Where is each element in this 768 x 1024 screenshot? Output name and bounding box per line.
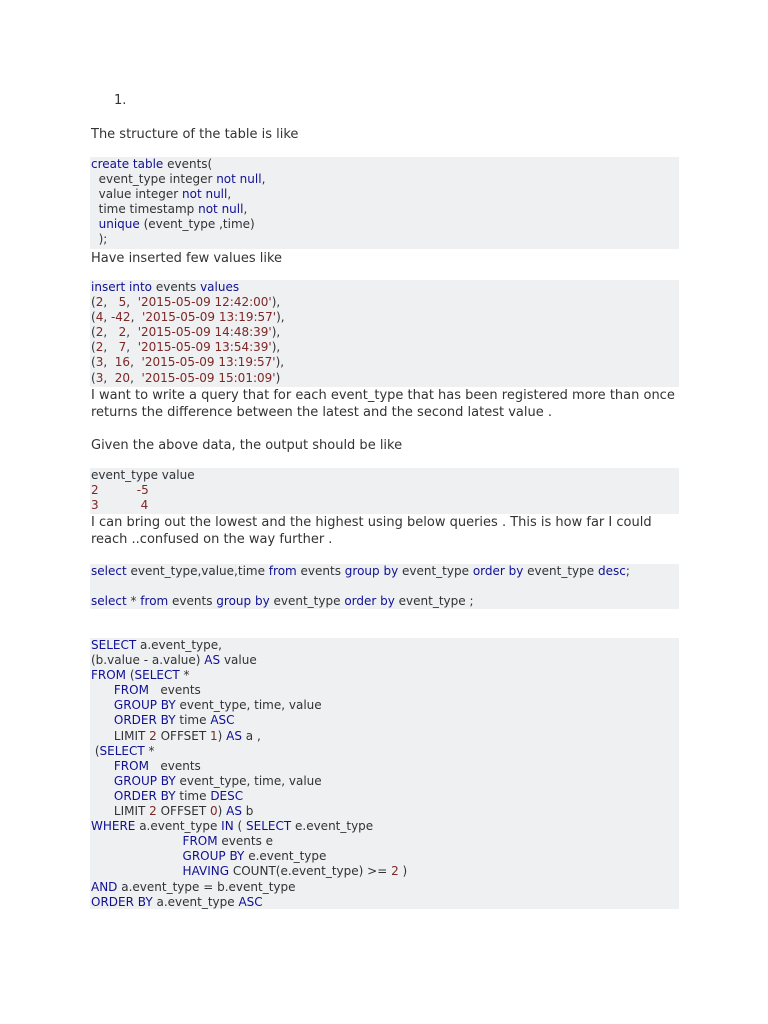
code-token: ( [91, 340, 96, 355]
code-token: events [152, 280, 201, 294]
code-token: '2015-05-09 13:19:57' [141, 355, 276, 370]
attempt-query-code-block [90, 638, 679, 909]
code-token: , [126, 325, 138, 340]
want-paragraph: I want to write a query that for each event_type that has been registered more than once returns the difference between the latest and the second latest value . [91, 388, 675, 420]
expected-output-code-block [90, 468, 679, 514]
code-line [91, 310, 679, 325]
code-line [91, 849, 679, 864]
code-token: event_type [398, 564, 473, 578]
code-token: ORDER BY [113, 713, 176, 728]
code-token: events [296, 564, 345, 578]
code-token: 16 [114, 355, 131, 370]
code-line [91, 759, 679, 774]
code-token: not null [182, 187, 228, 202]
code-token [91, 759, 114, 773]
code-token: time [175, 713, 211, 728]
code-line [91, 880, 679, 895]
code-token [91, 774, 114, 788]
code-token [99, 498, 141, 512]
code-token: from [140, 594, 169, 609]
code-token: , [227, 187, 232, 202]
intro-paragraph: The structure of the table is like [91, 127, 299, 142]
code-token: , [243, 202, 248, 217]
code-token: ORDER BY [91, 894, 153, 909]
code-token: group by [344, 564, 399, 578]
code-token: event_type, time, value [175, 698, 322, 713]
given-paragraph: Given the above data, the output should be like [91, 438, 403, 453]
code-line [91, 483, 679, 498]
code-token: event_type, time, value [175, 773, 322, 788]
code-token: OFFSET [156, 728, 210, 743]
code-token: IN [221, 819, 234, 834]
code-line [91, 895, 679, 910]
code-line [91, 498, 679, 513]
code-token [99, 483, 137, 497]
code-token: insert into [91, 280, 153, 294]
code-token: ( [91, 310, 96, 325]
code-token: , [103, 295, 119, 310]
code-token: ) [275, 370, 281, 385]
code-token: ), [271, 340, 281, 355]
code-token: -5 [136, 483, 149, 498]
code-token: 3 [91, 498, 99, 513]
code-token: , [103, 325, 119, 340]
code-token: 3 [95, 370, 104, 385]
code-token: '2015-05-09 15:01:09' [141, 370, 276, 385]
code-token: time [175, 788, 211, 803]
code-line [91, 789, 679, 804]
code-token [91, 579, 95, 593]
code-token: , [103, 340, 119, 355]
code-token: ASC [210, 713, 235, 728]
code-token [91, 849, 183, 863]
code-token: , [130, 310, 143, 325]
code-token: select [91, 564, 127, 578]
code-token: ) [398, 864, 408, 879]
code-line [91, 819, 679, 834]
code-token: 2 [149, 728, 157, 743]
code-token: GROUP BY [113, 773, 176, 788]
code-line [91, 698, 679, 713]
code-token: ) [217, 728, 227, 743]
code-token: event_type [269, 594, 345, 609]
code-token: 3 [95, 355, 104, 370]
code-token: , [103, 355, 115, 370]
code-token: not null [216, 172, 262, 187]
code-token: order by [472, 564, 524, 578]
code-token: ( [91, 743, 100, 758]
code-token: SELECT [134, 668, 180, 683]
code-token: 2 [95, 295, 104, 310]
code-token: ( [91, 325, 96, 340]
code-token: a.event_type [135, 819, 222, 834]
code-line [91, 653, 679, 668]
code-token: COUNT(e.event_type) >= [229, 864, 392, 879]
code-token: a , [241, 728, 261, 743]
code-line [91, 295, 679, 310]
code-token: (event_type ,time) [139, 217, 255, 232]
code-token: ; [625, 564, 630, 578]
code-token [91, 698, 114, 712]
code-line [91, 468, 679, 483]
code-token: b [241, 804, 254, 819]
code-token: WHERE [91, 819, 136, 834]
code-token [91, 683, 114, 697]
code-line [91, 325, 679, 340]
code-token: , [126, 340, 138, 355]
code-token: value integer [91, 187, 182, 202]
code-token: ( [91, 370, 96, 385]
code-token: '2015-05-09 12:42:00' [137, 295, 272, 310]
code-token: * [144, 743, 155, 758]
code-token: e.event_type [244, 849, 327, 864]
code-token: '2015-05-09 14:48:39' [137, 325, 272, 340]
code-token: , [103, 370, 115, 385]
list-number: 1. [114, 93, 127, 108]
code-token: 2 [95, 325, 104, 340]
code-token: 2 [91, 483, 99, 498]
code-token: ( [91, 355, 96, 370]
code-line [91, 744, 679, 759]
code-token: GROUP BY [113, 698, 176, 713]
code-line [91, 187, 679, 202]
code-token: event_type value [91, 468, 195, 482]
code-token: SELECT [91, 638, 137, 652]
code-token: DESC [210, 788, 244, 803]
code-token: a.event_type, [136, 638, 222, 652]
code-token: 2 [118, 325, 127, 340]
code-token: 2 [149, 804, 157, 819]
code-token: order by [344, 594, 395, 609]
code-token: ORDER BY [113, 788, 176, 803]
code-token: '2015-05-09 13:54:39' [137, 340, 272, 355]
code-token: -42 [110, 310, 131, 325]
code-line [91, 594, 679, 609]
code-token: 20 [114, 370, 131, 385]
code-token: FROM [113, 758, 149, 773]
code-token: AS [204, 653, 221, 668]
code-token [91, 217, 99, 231]
code-line [91, 355, 679, 370]
code-token [91, 789, 114, 803]
code-line [91, 804, 679, 819]
code-token: ( [91, 295, 96, 310]
code-token: ); [91, 232, 108, 247]
code-line [91, 172, 679, 187]
code-token: time timestamp [91, 202, 199, 217]
code-token: 7 [118, 340, 127, 355]
code-token: 2 [391, 864, 399, 879]
code-line [91, 713, 679, 728]
code-token: 4 [95, 310, 104, 325]
code-line [91, 638, 679, 653]
code-token: 5 [118, 295, 127, 310]
code-line [91, 202, 679, 217]
code-token: , [103, 310, 111, 325]
code-token: ), [271, 325, 281, 340]
code-line [91, 683, 679, 698]
code-token: events [168, 594, 217, 609]
bring-paragraph: I can bring out the lowest and the highest using below queries . This is how far I could reach ..confused on the way further . [91, 515, 652, 547]
code-line [91, 564, 679, 579]
code-line [91, 371, 679, 386]
code-token: desc [597, 564, 626, 578]
code-token: SELECT [99, 743, 145, 758]
code-token: a.event_type [152, 894, 239, 909]
code-token: AND [91, 879, 118, 894]
code-token: group by [216, 594, 270, 609]
code-token: events [148, 758, 201, 773]
code-token: , [130, 355, 142, 370]
code-token: LIMIT [91, 728, 150, 743]
code-token [91, 834, 183, 848]
code-token: ( [126, 668, 135, 683]
code-token [91, 713, 114, 727]
code-token: ), [275, 355, 285, 370]
code-token: events e [217, 834, 274, 849]
code-token: OFFSET [156, 804, 210, 819]
code-token: 0 [210, 804, 218, 819]
code-token: events [148, 683, 201, 698]
code-token: 4 [140, 498, 149, 513]
code-token: events( [163, 157, 213, 171]
code-token: select [91, 594, 127, 609]
code-token: FROM [182, 834, 218, 849]
code-token: SELECT [246, 819, 292, 834]
code-token: ), [276, 310, 285, 325]
code-token: ASC [238, 894, 263, 909]
code-token: unique [98, 217, 140, 232]
code-token: AS [226, 728, 242, 743]
code-token: not null [198, 202, 244, 217]
code-token: * [126, 594, 141, 609]
code-token: * [179, 668, 190, 683]
code-token: AS [226, 804, 242, 819]
create-table-code-block [90, 157, 679, 249]
code-token: a.event_type = b.event_type [117, 879, 296, 894]
code-token: create table [91, 157, 164, 171]
code-token: '2015-05-09 13:19:57' [142, 310, 277, 325]
insert-values-code-block [90, 280, 679, 387]
code-token: , [126, 295, 138, 310]
code-token [91, 864, 183, 878]
code-line [91, 232, 679, 247]
code-line [91, 280, 679, 295]
code-token: (b.value - a.value) [91, 653, 205, 668]
code-token: from [268, 564, 297, 578]
inserted-paragraph: Have inserted few values like [91, 251, 283, 266]
code-line [91, 864, 679, 879]
code-token: values [200, 280, 240, 294]
code-token: LIMIT [91, 804, 150, 819]
code-token: , [261, 172, 266, 187]
code-token: ) [217, 804, 227, 819]
code-token: event_type integer [91, 172, 217, 187]
code-token: HAVING [182, 864, 230, 879]
code-token: GROUP BY [182, 849, 245, 864]
select-queries-code-block [90, 564, 679, 609]
code-token: 1 [210, 728, 218, 743]
code-line [91, 834, 679, 849]
code-token: FROM [91, 668, 127, 683]
code-token: value [220, 653, 257, 668]
code-line [91, 157, 679, 172]
code-token: event_type ; [394, 594, 474, 609]
code-token: , [130, 370, 142, 385]
code-token: 2 [95, 340, 104, 355]
code-line [91, 774, 679, 789]
code-line [91, 217, 679, 232]
code-line [91, 579, 679, 594]
code-line [91, 340, 679, 355]
code-line [91, 668, 679, 683]
code-token: e.event_type [291, 819, 374, 834]
code-token: ( [233, 819, 246, 834]
code-token: event_type,value,time [126, 564, 269, 578]
code-token: ), [271, 295, 281, 310]
code-token: FROM [113, 683, 149, 698]
code-token: event_type [523, 564, 598, 578]
code-line [91, 729, 679, 744]
